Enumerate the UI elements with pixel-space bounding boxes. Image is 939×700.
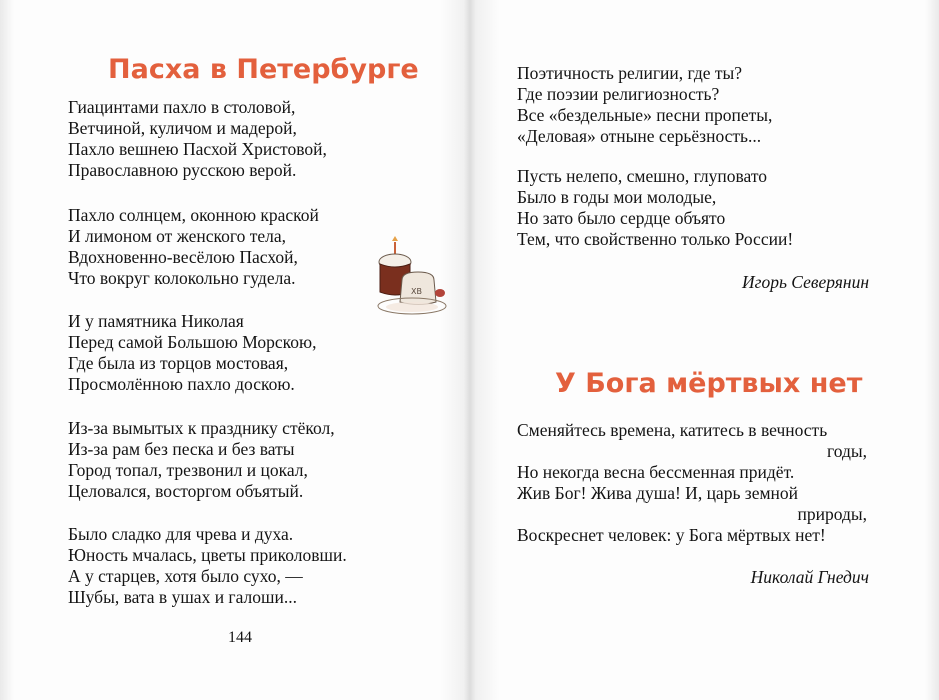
author-name: Игорь Северянин [742,272,869,292]
poem-line: Поэтичность религии, где ты? [517,63,743,83]
poem-line: Шубы, вата в ушах и галоши... [68,587,297,607]
poem-line: Из-за рам без песка и без ваты [68,439,295,459]
poem-line: Просмолённою пахло доскою. [68,374,295,394]
poem-line: Сменяйтесь времена, катитесь в вечность [517,420,828,440]
stanza-7 [517,166,793,250]
poem-line: Было сладко для чрева и духа. [68,524,294,544]
poem-line: Что вокруг колокольно гудела. [68,268,296,288]
poem-line: Жив Бог! Жива душа! И, царь земной [517,483,799,503]
stanza-8 [517,420,867,546]
poem-line: Православною русскою верой. [68,160,297,180]
poem-line: «Деловая» отныне серьёзность... [517,126,762,146]
poem-title: У Бога мёртвых нет [555,368,863,399]
poem-line: Тем, что свойственно только России! [517,229,794,249]
poem-line: Ветчиной, куличом и мадерой, [68,118,297,138]
stanza-1 [68,97,327,181]
right-page [469,0,939,700]
poem-line: Пахло вешнею Пасхой Христовой, [68,139,327,159]
poem-line: Но зато было сердце объято [517,208,726,228]
stanza-3 [68,311,316,395]
page-edge-shadow [0,0,14,700]
page-edge-shadow [925,0,939,700]
poem-line: Вдохновенно-весёлою Пасхой, [68,247,298,267]
stanza-2 [68,205,319,289]
poem-line: годы, [826,441,867,461]
stanza-6 [517,63,772,147]
stanza-4 [68,418,335,502]
poem-line: Пахло солнцем, оконною краской [68,205,319,225]
poem-line: Все «бездельные» песни пропеты, [517,105,773,125]
page-number: 144 [228,629,252,646]
easter-cake-and-paskha-icon [372,236,448,326]
author-name: Николай Гнедич [750,567,869,587]
paskha-label: ХВ [411,287,422,296]
poem-line: Но некогда весна бессменная придёт. [517,462,795,482]
poem-line: Было в годы мои молодые, [517,187,717,207]
poem-line: Целовался, восторгом объятый. [68,481,304,501]
poem-line: И у памятника Николая [68,311,244,331]
poem-line: Где поэзии религиозность? [517,84,720,104]
poem-title: Пасха в Петербурге [108,54,419,85]
poem-line: А у старцев, хотя было сухо, — [68,566,303,586]
poem-line: Юность мчалась, цветы приколовши. [68,545,347,565]
poem-line: Пусть нелепо, смешно, глуповато [517,166,768,186]
poem-line: Где была из торцов мостовая, [68,353,289,373]
poem-line: И лимоном от женского тела, [68,226,286,246]
poem-line: Воскреснет человек: у Бога мёртвых нет! [517,525,826,545]
poem-line: Перед самой Большою Морскою, [68,332,317,352]
poem-line: Город топал, трезвонил и цокал, [68,460,308,480]
stanza-5 [68,524,347,608]
poem-line: Гиацинтами пахло в столовой, [68,97,296,117]
poem-line: Из-за вымытых к празднику стёкол, [68,418,335,438]
poem-line: природы, [797,504,867,524]
left-page [0,0,469,700]
